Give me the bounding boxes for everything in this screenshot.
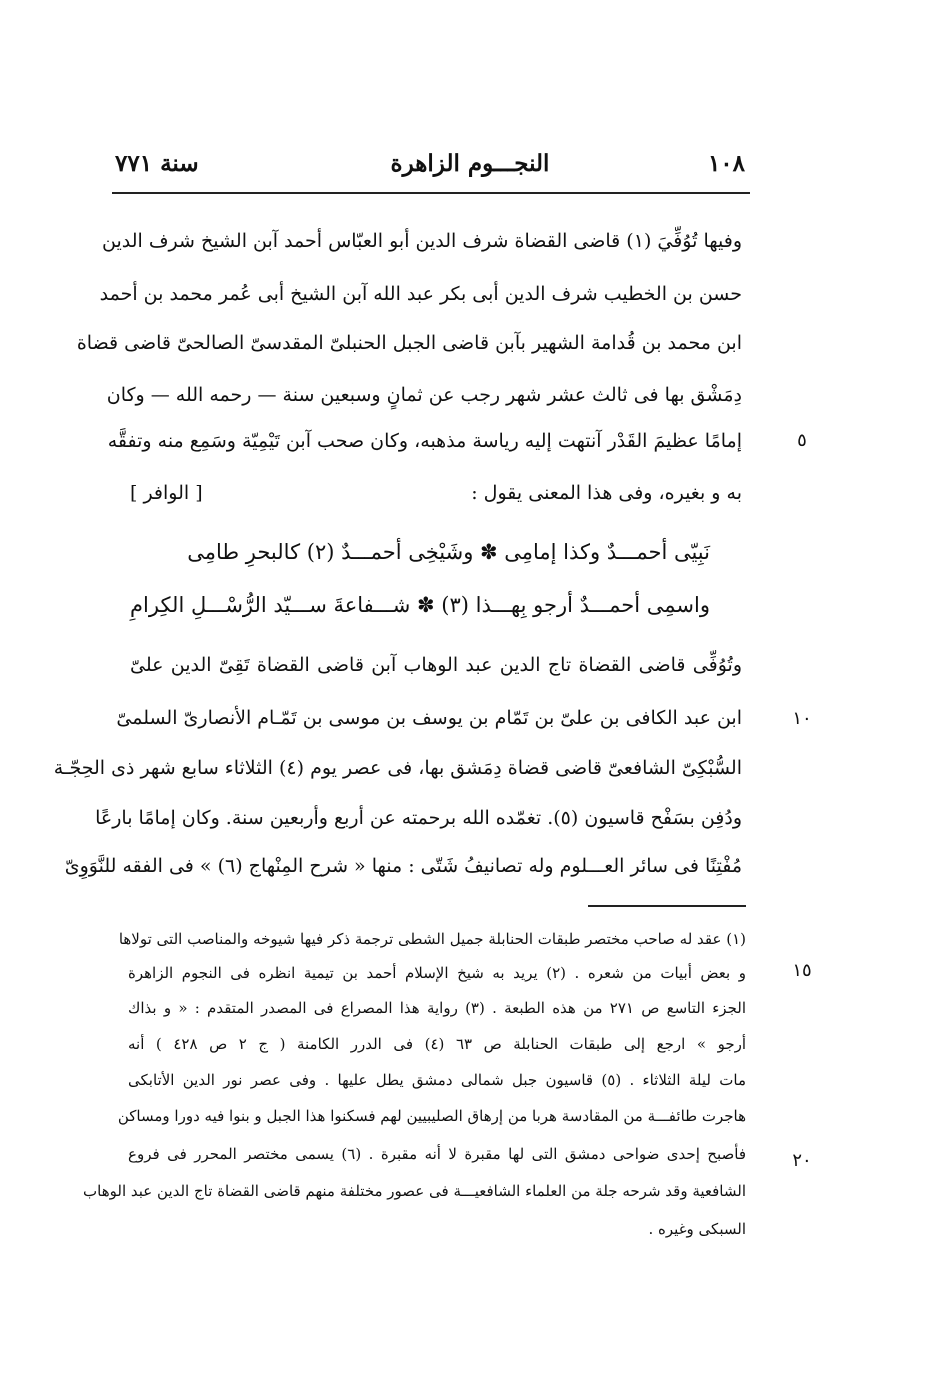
running-year: سنة ٧٧١ [115, 150, 199, 177]
verse-intro: به و بغيره، وفى هذا المعنى يقول : [471, 482, 742, 504]
meter-name: [ الوافر ] [130, 482, 203, 504]
footnote-line: و بعض أبيات من شعره . (٢) يريد به شيخ الإسلام أحمد بن تيمية انظره فى النجوم الزاهرة [128, 964, 746, 982]
body-line: مُفْتِنًا فى سائر العـــلوم وله تصانيفُ شَتّى : منها « شرح المِنْهاج (٦) » فى الفقه للنَّوَوِىّ [64, 855, 742, 877]
footnote-line: مات ليلة الثلاثاء . (٥) قاسيون جبل شمالى دمشق يطل عليها . وفى عصر نور الدين الأتابكى [128, 1071, 746, 1089]
body-line: ودُفِن بسَفْح قاسيون (٥). تغمّده الله برحمته عن أربع وأربعين سنة. وكان إمامًا بارعًا [95, 807, 742, 829]
body-line: وتُوُفِّى قاضى القضاة تاج الدين عبد الوهاب آبن قاضى القضاة تَقِىّ الدين علىّ [130, 654, 742, 676]
verse-line: نَبِيّى أحمـــدٌ وكذا إمامِى ✽ وشَيْخِى أحمـــدٌ (٢) كالبحرِ طامِى [187, 540, 710, 564]
body-line: ابن محمد بن قُدامة الشهير بآبن قاضى الجبل الحنبلىّ المقدسىّ الصالحىّ قاضى قضاة [76, 332, 742, 354]
footnote-line: فأصبح إحدى ضواحى دمشق التى لها مقبرة لا أنه مقبرة . (٦) يسمى مختصر المحرر فى فروع [128, 1145, 746, 1163]
footnote-line: أرجو » ارجع إلى طبقات الحنابلة ص ٦٣ (٤) فى الدرر الكامنة ( ج ٢ ص ٤٢٨ ) أنه [128, 1035, 746, 1053]
footnote-rule [588, 905, 746, 907]
footnote-line: الجزء التاسع ص ٢٧١ من هذه الطبعة . (٣) رواية هذا المصراع فى المصدر المتقدم : « و بذاك [128, 999, 746, 1017]
body-line: إمامًا عظيمَ القَدْر آنتهت إليه رياسة مذهبه، وكان صحب آبن تَيْمِيّة وسَمِع منه وتفقَّه [107, 430, 742, 452]
body-line: ابن عبد الكافى بن علىّ بن تَمّام بن يوسف بن موسى بن تَمّـام الأنصارىّ السلمىّ [116, 707, 742, 729]
margin-line-number: ١٥ [792, 960, 812, 981]
footnote-line: السبكى وغيره . [648, 1220, 746, 1238]
body-line: السُّبْكِىّ الشافعىّ قاضى قضاة دِمَشق بها، فى عصر يوم (٤) الثلاثاء سابع شهر ذى الحِجّـة [53, 757, 742, 779]
footnote-line: (١) عقد له صاحب مختصر طبقات الحنابلة جميل الشطى ترجمة ذكر فيها شيوخه والمناصب التى تولاها [118, 930, 746, 948]
body-line: وفيها تُوُفِّيَ (١) قاضى القضاة شرف الدين أبو العبّاس أحمد آبن الشيخ شرف الدين [101, 230, 742, 252]
page-number: ١٠٨ [707, 150, 745, 177]
body-line: حسن بن الخطيب شرف الدين أبى بكر عبد الله آبن الشيخ أبى عُمر محمد بن أحمد [99, 283, 742, 305]
body-line: دِمَشْق بها فى ثالث عشر شهر رجب عن ثمانٍ وسبعين سنة — رحمه الله — وكان [106, 384, 742, 406]
margin-line-number: ٢٠ [792, 1150, 812, 1171]
running-title: النجـــوم الزاهرة [390, 150, 550, 177]
footnote-line: الشافعية وقد شرحه جلة من العلماء الشافعيـــة فى عصور مختلفة منهم قاضى القضاة تاج الدين عبد الوهاب [83, 1182, 746, 1200]
header-rule [112, 192, 750, 194]
margin-line-number: ٥ [797, 430, 807, 451]
verse-line: واسمِى أحمـــدٌ أرجو بِهـــذا (٣) ✽ شـــفاعةَ ســـيّد الرُّسْـــلِ الكِرامِ [130, 593, 710, 617]
margin-line-number: ١٠ [792, 708, 812, 729]
footnote-line: هاجرت طائفـــة من المقادسة هربا من إرهاق الصليبيين لهم فسكنوا هذا الجبل و بنوا فيه دورا ومساكن [117, 1107, 746, 1125]
